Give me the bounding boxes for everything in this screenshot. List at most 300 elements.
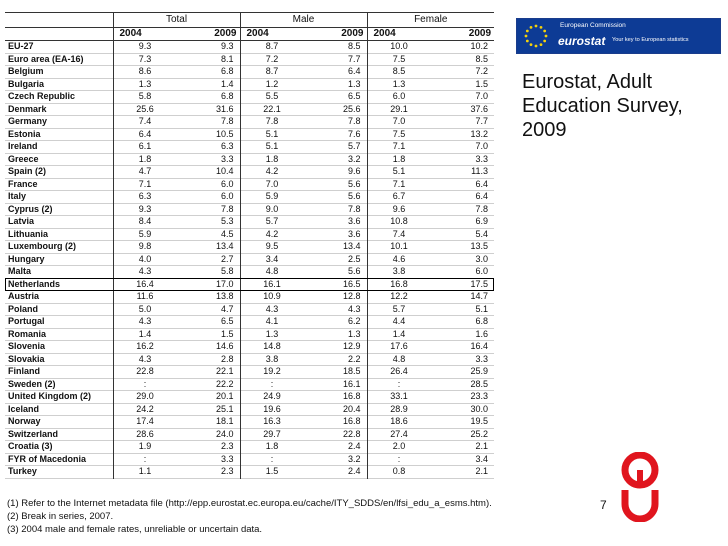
table-row <box>5 466 494 479</box>
value-cell: 7.0 <box>475 91 489 101</box>
table-row <box>5 153 494 166</box>
value-cell: 1.6 <box>475 328 489 339</box>
table-row <box>5 216 494 229</box>
value-cell: 4.8 <box>367 353 431 366</box>
eurostat-logo-text <box>554 19 720 53</box>
value-cell: 1.8 <box>367 153 431 166</box>
value-cell: 6.8 <box>220 91 234 101</box>
value-cell: 2.7 <box>220 253 234 264</box>
value-cell: 7.0 <box>367 116 431 129</box>
value-cell: 4.4 <box>367 316 431 329</box>
eu-star-icon <box>524 35 527 38</box>
country-cell: FYR of Macedonia <box>8 453 87 464</box>
table-row <box>5 316 494 329</box>
value-cell: 28.9 <box>367 403 431 416</box>
value-cell: 7.1 <box>367 141 431 154</box>
country-cell: Luxembourg (2) <box>8 241 77 251</box>
group-header-total: Total <box>113 13 240 28</box>
value-cell: 13.2 <box>470 128 489 139</box>
value-cell: 2.1 <box>475 441 489 451</box>
value-cell: 5.7 <box>367 303 431 316</box>
value-cell: 10.0 <box>367 41 431 54</box>
year-header: 2009 <box>431 28 495 41</box>
value-cell: 8.7 <box>240 41 304 54</box>
value-cell: 1.2 <box>240 78 304 91</box>
value-cell: 4.3 <box>113 266 177 279</box>
value-cell: 1.3 <box>240 328 304 341</box>
value-cell: 2.3 <box>220 466 234 476</box>
value-cell: 8.5 <box>347 41 361 51</box>
value-cell: 27.4 <box>367 428 431 441</box>
value-cell: 29.0 <box>113 391 177 404</box>
eu-star-icon <box>534 45 537 48</box>
country-cell: Slovenia <box>8 341 46 351</box>
value-cell: 22.1 <box>215 366 234 376</box>
value-cell: 6.2 <box>347 316 361 326</box>
country-cell: Ireland <box>8 141 38 151</box>
value-cell: 2.4 <box>347 466 361 476</box>
value-cell: 3.3 <box>220 453 234 464</box>
table-body <box>5 41 494 479</box>
logo-commission-text: European Commission <box>560 22 626 29</box>
value-cell: 7.5 <box>367 128 431 141</box>
value-cell: 3.4 <box>240 253 304 266</box>
value-cell: 6.4 <box>475 191 489 201</box>
value-cell: 7.5 <box>367 53 431 66</box>
country-cell: France <box>8 178 38 189</box>
value-cell: 2.4 <box>347 441 361 451</box>
value-cell: 18.5 <box>342 366 361 376</box>
value-cell: 4.7 <box>220 303 234 314</box>
table-row <box>5 141 494 154</box>
value-cell: 7.4 <box>113 116 177 129</box>
value-cell: 10.9 <box>240 291 304 304</box>
table-row <box>5 128 494 141</box>
table-row <box>5 341 494 354</box>
value-cell: 6.9 <box>475 216 489 226</box>
value-cell: 13.5 <box>470 241 489 251</box>
year-header: 2009 <box>177 28 241 41</box>
value-cell: 5.9 <box>240 191 304 204</box>
value-cell: 5.6 <box>347 178 361 189</box>
value-cell: 1.5 <box>475 78 489 89</box>
value-cell: 5.1 <box>240 141 304 154</box>
value-cell: 6.0 <box>220 191 234 201</box>
value-cell: 3.0 <box>475 253 489 264</box>
value-cell: 6.3 <box>220 141 234 151</box>
group-header-male: Male <box>240 13 367 28</box>
table-row <box>5 166 494 179</box>
value-cell: 25.1 <box>215 403 234 414</box>
value-cell: 6.0 <box>367 91 431 104</box>
value-cell: 7.0 <box>240 178 304 191</box>
value-cell: 24.9 <box>240 391 304 404</box>
value-cell: 4.3 <box>113 353 177 366</box>
value-cell: 6.4 <box>475 178 489 189</box>
value-cell: 13.8 <box>215 291 234 301</box>
eu-star-icon <box>543 40 546 43</box>
country-cell: Sweden (2) <box>8 378 56 389</box>
value-cell: 9.0 <box>240 203 304 216</box>
value-cell: 3.2 <box>347 453 361 464</box>
value-cell: 5.8 <box>113 91 177 104</box>
value-cell: 10.2 <box>470 41 489 51</box>
value-cell: 6.1 <box>113 141 177 154</box>
value-cell: 14.6 <box>215 341 234 351</box>
country-cell: Czech Republic <box>8 91 76 101</box>
value-cell: 19.6 <box>240 403 304 416</box>
value-cell: 3.3 <box>220 153 234 164</box>
table-row <box>5 391 494 404</box>
value-cell: 6.8 <box>220 66 234 76</box>
value-cell: 6.7 <box>367 191 431 204</box>
eu-star-icon <box>525 30 528 33</box>
value-cell: 11.3 <box>471 166 489 176</box>
value-cell: 6.4 <box>113 128 177 141</box>
value-cell: 20.1 <box>215 391 234 401</box>
value-cell: 23.3 <box>470 391 489 401</box>
country-cell: Greece <box>8 153 39 164</box>
value-cell: 7.6 <box>347 128 361 139</box>
value-cell: 16.1 <box>240 278 304 291</box>
country-cell: Norway <box>8 416 41 426</box>
value-cell: 9.3 <box>220 41 234 51</box>
value-cell: 25.9 <box>470 366 489 376</box>
table-row <box>5 403 494 416</box>
value-cell: 9.6 <box>367 203 431 216</box>
value-cell: 1.3 <box>367 78 431 91</box>
value-cell: 1.4 <box>220 78 234 89</box>
value-cell: 9.3 <box>113 203 177 216</box>
value-cell: 5.6 <box>347 191 361 201</box>
country-cell: Euro area (EA-16) <box>8 53 84 64</box>
value-cell: 7.2 <box>240 53 304 66</box>
value-cell: 8.7 <box>240 66 304 79</box>
value-cell: 7.8 <box>240 116 304 129</box>
value-cell: 30.0 <box>470 403 489 414</box>
value-cell: 16.8 <box>367 278 431 291</box>
value-cell: 17.4 <box>113 416 177 429</box>
country-cell: Latvia <box>8 216 35 226</box>
eurostat-logo <box>516 18 721 54</box>
value-cell: 18.1 <box>215 416 234 426</box>
value-cell: 16.4 <box>470 341 489 351</box>
value-cell: 3.4 <box>475 453 489 464</box>
value-cell: 16.3 <box>240 416 304 429</box>
value-cell: 4.2 <box>240 228 304 241</box>
table-row <box>5 241 494 254</box>
country-cell: Bulgaria <box>8 78 45 89</box>
value-cell: 7.8 <box>475 203 489 214</box>
value-cell: 1.9 <box>113 441 177 454</box>
value-cell: 3.3 <box>475 353 489 364</box>
table-year-header-row <box>5 28 494 41</box>
country-cell: EU-27 <box>8 41 34 51</box>
table-row <box>5 78 494 91</box>
table-row <box>5 116 494 129</box>
value-cell: 3.2 <box>347 153 361 164</box>
country-cell: Belgium <box>8 66 44 76</box>
value-cell: 1.3 <box>113 78 177 91</box>
value-cell: 10.4 <box>215 166 234 176</box>
value-cell: : <box>113 378 177 391</box>
eu-star-icon <box>525 40 528 43</box>
country-cell: Romania <box>8 328 47 339</box>
value-cell: 4.3 <box>113 316 177 329</box>
table-row <box>5 428 494 441</box>
value-cell: 6.4 <box>347 66 361 76</box>
value-cell: 19.5 <box>470 416 489 426</box>
value-cell: 24.0 <box>215 428 234 439</box>
value-cell: 7.8 <box>220 203 234 214</box>
value-cell: 3.6 <box>347 228 361 239</box>
value-cell: 4.3 <box>347 303 361 314</box>
year-header: 2004 <box>113 28 177 41</box>
value-cell: 8.5 <box>367 66 431 79</box>
value-cell: 14.8 <box>240 341 304 354</box>
value-cell: 1.1 <box>113 466 177 479</box>
value-cell: 22.1 <box>240 103 304 116</box>
value-cell: 2.2 <box>347 353 361 364</box>
value-cell: : <box>240 378 304 391</box>
eu-star-icon <box>539 43 542 46</box>
table-row <box>5 53 494 66</box>
table-row <box>5 66 494 79</box>
table-row <box>5 203 494 216</box>
country-cell: Croatia (3) <box>8 441 53 451</box>
value-cell: 16.8 <box>342 416 361 426</box>
country-cell: Hungary <box>8 253 45 264</box>
value-cell: : <box>367 378 431 391</box>
value-cell: 1.8 <box>240 441 304 454</box>
value-cell: 16.4 <box>113 278 177 291</box>
value-cell: 6.3 <box>113 191 177 204</box>
empty-corner-cell <box>5 13 113 28</box>
footnote: (2) Break in series, 2007. <box>7 511 114 522</box>
table-row <box>5 366 494 379</box>
value-cell: 5.3 <box>220 216 234 226</box>
table-group-header-row <box>5 13 494 28</box>
table-row <box>5 328 494 341</box>
value-cell: 25.6 <box>113 103 177 116</box>
value-cell: 2.5 <box>347 253 361 264</box>
value-cell: 10.1 <box>367 241 431 254</box>
value-cell: 16.1 <box>342 378 361 389</box>
table-row <box>5 441 494 454</box>
value-cell: : <box>113 453 177 466</box>
value-cell: 26.4 <box>367 366 431 379</box>
value-cell: 7.4 <box>367 228 431 241</box>
value-cell: 17.5 <box>470 278 489 289</box>
value-cell: 10.5 <box>215 128 234 139</box>
value-cell: 6.0 <box>475 266 489 276</box>
value-cell: 7.3 <box>113 53 177 66</box>
country-cell: Cyprus (2) <box>8 203 53 214</box>
value-cell: 8.5 <box>475 53 489 64</box>
table-row <box>5 353 494 366</box>
footnote: (1) Refer to the Internet metadata file (http://epp.eurostat.ec.europa.eu/cache/ITY_SDDS/en/lfsi_edu_a_esms.htm). <box>7 498 492 509</box>
value-cell: 0.8 <box>367 466 431 479</box>
country-cell: Estonia <box>8 128 41 139</box>
value-cell: 11.6 <box>113 291 177 304</box>
value-cell: 22.8 <box>113 366 177 379</box>
value-cell: 1.4 <box>113 328 177 341</box>
value-cell: 1.5 <box>220 328 234 339</box>
country-cell: Poland <box>8 303 39 314</box>
value-cell: 8.4 <box>113 216 177 229</box>
logo-eurostat-text: eurostat <box>558 34 606 48</box>
value-cell: 37.6 <box>470 103 489 114</box>
value-cell: 17.0 <box>215 278 234 289</box>
value-cell: 16.5 <box>342 278 361 289</box>
country-cell: Spain (2) <box>8 166 47 176</box>
value-cell: 1.3 <box>347 328 361 339</box>
value-cell: 5.1 <box>475 303 489 314</box>
value-cell: 7.8 <box>347 116 361 126</box>
value-cell: 4.0 <box>113 253 177 266</box>
value-cell: 1.4 <box>367 328 431 341</box>
value-cell: 6.8 <box>475 316 489 326</box>
value-cell: 19.2 <box>240 366 304 379</box>
eu-star-icon <box>539 26 542 29</box>
eu-star-icon <box>529 26 532 29</box>
value-cell: 4.1 <box>240 316 304 329</box>
footnotes <box>7 497 607 536</box>
value-cell: 28.6 <box>113 428 177 441</box>
value-cell: 9.3 <box>113 41 177 54</box>
value-cell: 1.3 <box>347 78 361 89</box>
table-row <box>5 453 494 466</box>
value-cell: 5.9 <box>113 228 177 241</box>
value-cell: 7.1 <box>113 178 177 191</box>
value-cell: 5.8 <box>220 266 234 276</box>
value-cell: 2.1 <box>475 466 489 476</box>
eu-star-icon <box>534 25 537 28</box>
year-header: 2004 <box>240 28 304 41</box>
value-cell: 8.6 <box>113 66 177 79</box>
value-cell: 4.7 <box>113 166 177 179</box>
country-cell: Turkey <box>8 466 37 476</box>
page-number: 7 <box>600 498 607 512</box>
table-row <box>5 303 494 316</box>
year-header: 2009 <box>304 28 368 41</box>
value-cell: 5.7 <box>240 216 304 229</box>
data-table <box>5 12 494 479</box>
value-cell: 2.0 <box>367 441 431 454</box>
value-cell: 6.5 <box>347 91 361 101</box>
value-cell: 7.1 <box>367 178 431 191</box>
logo-tagline-text: Your key to European statistics <box>612 37 689 43</box>
empty-corner-cell <box>5 28 113 41</box>
value-cell: 29.7 <box>240 428 304 441</box>
value-cell: 20.4 <box>342 403 361 414</box>
value-cell: 24.2 <box>113 403 177 416</box>
value-cell: 4.5 <box>220 228 234 239</box>
country-cell: Malta <box>8 266 32 276</box>
value-cell: 7.2 <box>475 66 489 76</box>
value-cell: : <box>367 453 431 466</box>
data-table-container <box>5 12 494 479</box>
value-cell: 3.8 <box>367 266 431 279</box>
group-header-female: Female <box>367 13 494 28</box>
country-cell: Lithuania <box>8 228 48 239</box>
table-row <box>5 178 494 191</box>
eu-star-icon <box>543 30 546 33</box>
table-row <box>5 191 494 204</box>
country-cell: Slovakia <box>8 353 45 364</box>
value-cell: 22.2 <box>215 378 234 389</box>
country-cell: Germany <box>8 116 48 126</box>
value-cell: 31.6 <box>215 103 234 114</box>
value-cell: 3.6 <box>347 216 361 226</box>
value-cell: 7.7 <box>475 116 489 126</box>
value-cell: 9.5 <box>240 241 304 254</box>
value-cell: 16.8 <box>342 391 361 401</box>
table-row <box>5 278 494 291</box>
value-cell: 13.4 <box>215 241 234 251</box>
value-cell: 1.8 <box>240 153 304 166</box>
value-cell: 9.6 <box>347 166 361 176</box>
country-cell: Netherlands <box>8 278 61 289</box>
eu-flag-icon <box>517 19 554 53</box>
table-row <box>5 228 494 241</box>
table-row <box>5 41 494 54</box>
eu-star-icon <box>529 43 532 46</box>
slide-title: Eurostat, Adult Education Survey, 2009 <box>522 71 683 141</box>
value-cell: 4.3 <box>240 303 304 316</box>
value-cell: 5.0 <box>113 303 177 316</box>
value-cell: 3.8 <box>240 353 304 366</box>
value-cell: 6.0 <box>220 178 234 189</box>
value-cell: 7.7 <box>347 53 361 64</box>
value-cell: 16.2 <box>113 341 177 354</box>
table-row <box>5 378 494 391</box>
value-cell: 4.2 <box>240 166 304 179</box>
value-cell: 5.1 <box>240 128 304 141</box>
value-cell: 12.2 <box>367 291 431 304</box>
country-cell: Denmark <box>8 103 47 114</box>
value-cell: 1.8 <box>113 153 177 166</box>
value-cell: 29.1 <box>367 103 431 116</box>
value-cell: 18.6 <box>367 416 431 429</box>
value-cell: 1.5 <box>240 466 304 479</box>
value-cell: 25.2 <box>470 428 489 439</box>
value-cell: : <box>240 453 304 466</box>
value-cell: 12.8 <box>342 291 361 301</box>
value-cell: 17.6 <box>367 341 431 354</box>
value-cell: 5.5 <box>240 91 304 104</box>
value-cell: 9.8 <box>113 241 177 254</box>
value-cell: 2.8 <box>220 353 234 364</box>
value-cell: 3.3 <box>475 153 489 164</box>
value-cell: 25.6 <box>342 103 361 114</box>
eu-star-icon <box>544 35 547 38</box>
country-cell: Austria <box>8 291 40 301</box>
value-cell: 5.4 <box>475 228 489 239</box>
value-cell: 7.8 <box>220 116 234 126</box>
value-cell: 5.6 <box>347 266 361 276</box>
table-row <box>5 416 494 429</box>
country-cell: Italy <box>8 191 27 201</box>
country-cell: Iceland <box>8 403 40 414</box>
value-cell: 5.7 <box>347 141 361 151</box>
footnote: (3) 2004 male and female rates, unreliable or uncertain data. <box>7 524 263 535</box>
value-cell: 10.8 <box>367 216 431 229</box>
table-row <box>5 103 494 116</box>
value-cell: 4.6 <box>367 253 431 266</box>
table-row <box>5 91 494 104</box>
value-cell: 6.5 <box>220 316 234 326</box>
